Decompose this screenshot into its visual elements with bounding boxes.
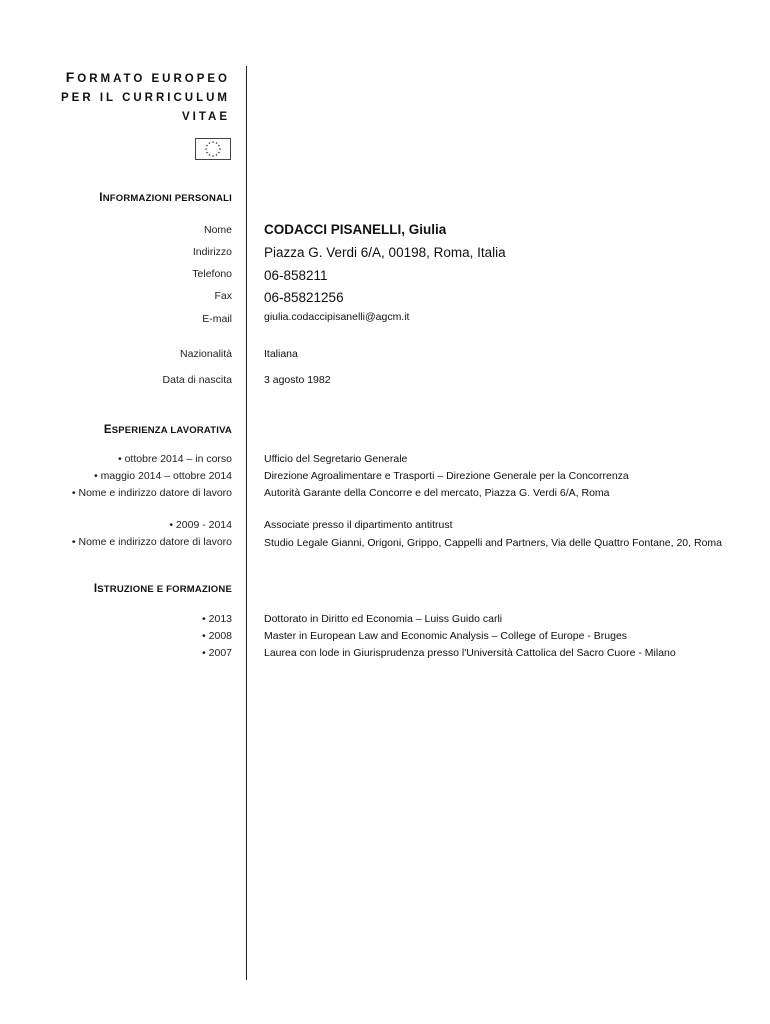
experience-value: Ufficio del Segretario Generale [264, 453, 408, 465]
experience-value: Autorità Garante della Concorre e del mercato, Piazza G. Verdi 6/A, Roma [264, 487, 610, 499]
education-label: • 2008 [202, 630, 232, 642]
phone-value: 06-858211 [264, 268, 328, 283]
eu-flag-icon [195, 138, 231, 160]
experience-label: • 2009 - 2014 [169, 519, 232, 531]
nationality-value: Italiana [264, 348, 298, 360]
vertical-divider [246, 66, 247, 980]
education-label: • 2007 [202, 647, 232, 659]
fax-value: 06-85821256 [264, 290, 344, 305]
experience-label: • maggio 2014 – ottobre 2014 [94, 470, 232, 482]
name-value: CODACCI PISANELLI, Giulia [264, 222, 447, 237]
address-label: Indirizzo [192, 246, 232, 258]
experience-value: Associate presso il dipartimento antitrust [264, 519, 453, 531]
address-value: Piazza G. Verdi 6/A, 00198, Roma, Italia [264, 245, 506, 260]
experience-value: Direzione Agroalimentare e Trasporti – Direzione Generale per la Concorrenza [264, 470, 629, 482]
name-label: Nome [203, 224, 232, 236]
document-title [61, 68, 230, 127]
title-line-1: FORMATO EUROPEO [65, 69, 230, 85]
nationality-label: Nazionalità [180, 348, 232, 360]
experience-value: Studio Legale Gianni, Origoni, Grippo, Cappelli and Partners, Via delle Quattro Fontane, 20, Roma [264, 537, 722, 549]
experience-label: • Nome e indirizzo datore di lavoro [71, 487, 232, 499]
birth-date-label: Data di nascita [162, 374, 232, 386]
education-label: • 2013 [202, 613, 232, 625]
title-line-3: VITAE [181, 111, 230, 123]
section-title-personal: INFORMAZIONI PERSONALI [99, 192, 232, 204]
experience-label: • Nome e indirizzo datore di lavoro [71, 536, 232, 548]
education-value: Master in European Law and Economic Analysis – College of Europe - Bruges [264, 630, 628, 642]
education-value: Laurea con lode in Giurisprudenza presso l'Università Cattolica del Sacro Cuore - Milano [264, 647, 676, 659]
title-line-2: PER IL CURRICULUM [61, 92, 230, 104]
section-title-experience: ESPERIENZA LAVORATIVA [103, 424, 232, 436]
birth-date-value: 3 agosto 1982 [264, 374, 331, 386]
fax-label: Fax [214, 290, 232, 302]
email-value[interactable]: giulia.codaccipisanelli@agcm.it [264, 311, 410, 323]
section-title-education: ISTRUZIONE E FORMAZIONE [93, 583, 232, 595]
email-label: E-mail [202, 313, 232, 325]
phone-label: Telefono [192, 268, 232, 280]
education-value: Dottorato in Diritto ed Economia – Luiss Guido carli [264, 613, 503, 625]
experience-label: • ottobre 2014 – in corso [118, 453, 232, 465]
